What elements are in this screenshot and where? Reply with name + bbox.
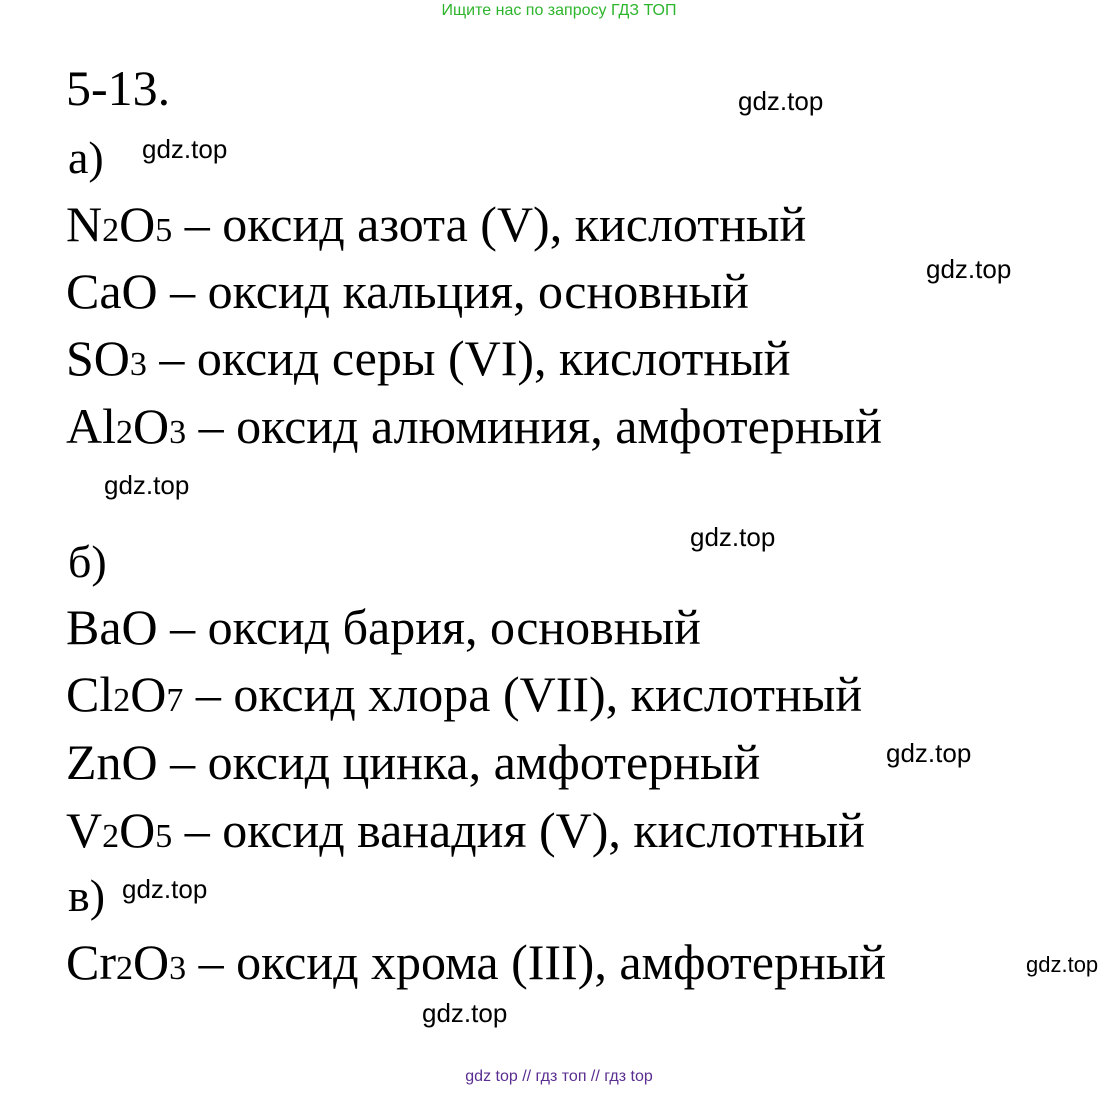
- watermark: gdz.top: [738, 86, 824, 116]
- formula-line: N2O5 – оксид азота (V), кислотный: [66, 196, 807, 252]
- problem-number: 5-13.: [66, 60, 171, 116]
- watermark: gdz.top: [690, 522, 776, 552]
- section-label-b: б): [68, 536, 107, 587]
- footer-links: gdz top // гдз топ // гдз top: [465, 1068, 653, 1085]
- watermark: gdz.top: [122, 874, 208, 904]
- watermark: gdz.top: [926, 254, 1012, 284]
- watermark: gdz.top: [1026, 952, 1099, 977]
- watermark: gdz.top: [142, 134, 228, 164]
- formula-line: Cr2O3 – оксид хрома (III), амфотерный: [66, 934, 887, 990]
- formula-line: SO3 – оксид серы (VI), кислотный: [66, 330, 791, 386]
- formula-line: V2O5 – оксид ванадия (V), кислотный: [66, 802, 865, 858]
- formula-line: CaO – оксид кальция, основный: [66, 263, 749, 319]
- section-label-a: а): [68, 132, 104, 183]
- formula-line: ZnO – оксид цинка, амфотерный: [66, 734, 761, 790]
- watermark: gdz.top: [886, 738, 972, 768]
- watermark: gdz.top: [104, 470, 190, 500]
- top-banner: Ищите нас по запросу ГДЗ ТОП: [441, 2, 677, 19]
- formula-line: BaO – оксид бария, основный: [66, 599, 701, 655]
- formula-line: Al2O3 – оксид алюминия, амфотерный: [66, 398, 882, 454]
- section-label-c: в): [68, 870, 106, 921]
- formula-line: Cl2O7 – оксид хлора (VII), кислотный: [66, 666, 863, 722]
- watermark: gdz.top: [422, 998, 508, 1028]
